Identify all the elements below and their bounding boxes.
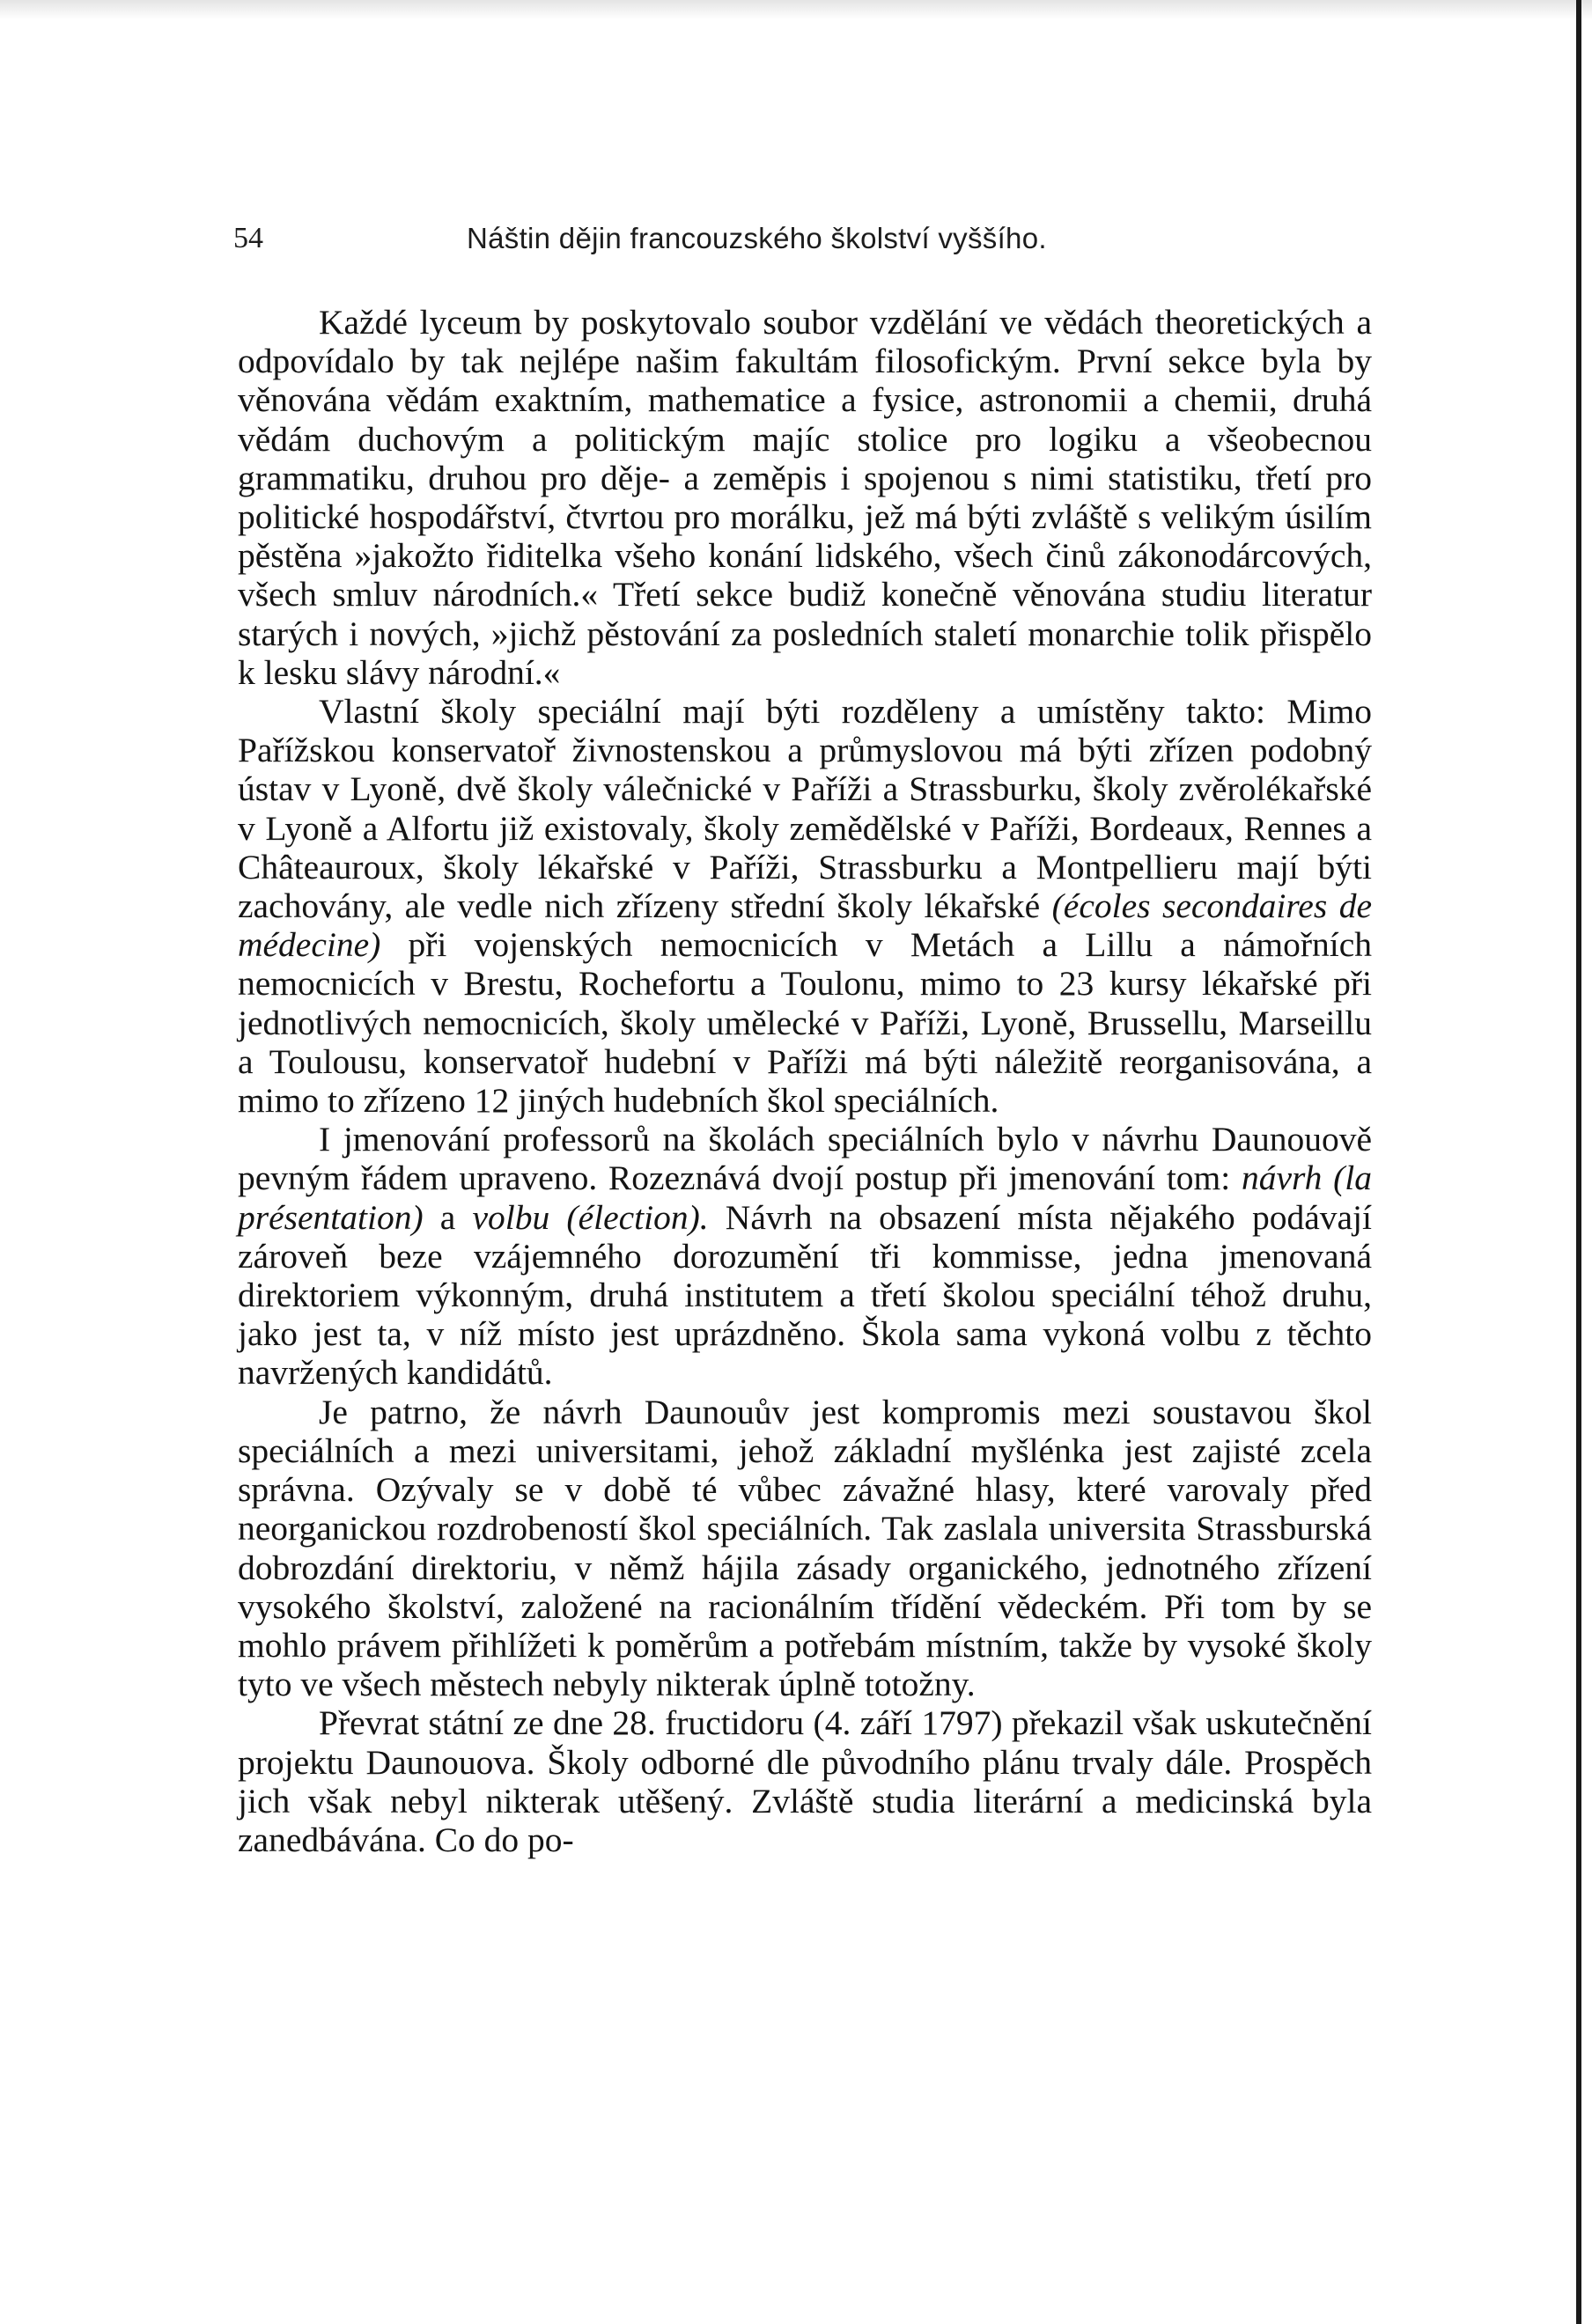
- paragraph-text: a: [423, 1197, 473, 1237]
- paragraph-appointment: [238, 1120, 1372, 1392]
- italic-term: volbu (élection).: [472, 1197, 709, 1237]
- paragraph-coup: Převrat státní ze dne 28. fructidoru (4. září 1797) překazil však uskutečnění projektu Daunouova. Školy odborné dle původního plánu trvaly dále. Prospěch jich však nebyl nikterak utěšený. Zvláště studia literární a medicinská byla zanedbávána. Co do po-: [238, 1703, 1372, 1859]
- italic-term: návrh (la présentation): [238, 1158, 1372, 1237]
- running-head: Náštin dějin francouzského školství vyššího.: [467, 222, 1047, 254]
- body-text: [238, 303, 1372, 1859]
- paragraph-text: při vojenských nemocnicích v Metách a Lillu a námořních nemocnicích v Brestu, Rochefortu a Toulonu, mimo to 23 kursy lékařské při jednotlivých nemocnicích, školy umělecké v Paříži, Lyoně, Brussellu, Marseillu a Toulousu, konservatoř hudební v Paříži má býti náležitě reorganisována, a mimo to zřízeno 12 jiných hudebních škol speciálních.: [238, 925, 1372, 1121]
- paragraph-lyceum: Každé lyceum by poskytovalo soubor vzdělání ve vědách theoretických a odpovídalo by tak nejlépe našim fakultám filosofickým. První sekce byla by věnována vědám exaktním, mathematice a fysice, astronomii a chemii, druhá vědám duchovým a politickým majíc stolice pro logiku a všeobecnou grammatiku, druhou pro děje- a zeměpis i spojenou s nimi statistiku, třetí pro politické hospodářství, čtvrtou pro morálku, jež má býti zvláště s velikým úsilím pěstěna »jakožto řiditelka všeho konání lidského, všech činů zákonodárcových, všech smluv národních.« Třetí sekce budiž konečně věnována studiu literatur starých i nových, »jichž pěstování za posledních staletí monarchie tolik přispělo k lesku slávy národní.«: [238, 303, 1372, 692]
- page-number: 54: [233, 222, 263, 254]
- italic-term: (écoles secondaires de médecine): [238, 886, 1372, 965]
- paragraph-compromise: Je patrno, že návrh Daunouův jest kompromis mezi soustavou škol speciálních a mezi universitami, jehož základní myšlénka jest zajisté zcela správna. Ozývaly se v době té vůbec závažné hlasy, které varovaly před neorganickou rozdrobeností škol speciálních. Tak zaslala universita Strassburská dobrozdání direktoriu, v němž hájila zásady organického, jednotného zřízení vysokého školství, založené na racionálním třídění vědeckém. Při tom by se mohlo právem přihlížeti k poměrům a potřebám místním, takže by vysoké školy tyto ve všech městech nebyly nikterak úplně totožny.: [238, 1392, 1372, 1704]
- paragraph-text: Vlastní školy speciální mají býti rozděleny a umístěny takto: Mimo Pařížskou konservatoř živnostenskou a průmyslovou má býti zřízen podobný ústav v Lyoně, dvě školy válečnické v Paříži a Strassburku, školy zvěrolékařské v Lyoně a Alfortu již existovaly, školy zemědělské v Paříži, Bordeaux, Rennes a Châteauroux, školy lékařské v Paříži, Strassburku a Montpellieru mají býti zachovány, ale vedle nich zřízeny střední školy lékařské: [238, 692, 1372, 926]
- paragraph-text: I jmenování professorů na školách speciálních bylo v návrhu Daunouově pevným řádem upraveno. Rozeznává dvojí postup při jmenování tom:: [238, 1120, 1372, 1198]
- scan-top-shadow: [0, 0, 1592, 19]
- page-header: [233, 222, 1378, 266]
- paragraph-special-schools: [238, 692, 1372, 1120]
- paragraph-text: Návrh na obsazení místa nějakého podávají zároveň beze vzájemného dorozumění tři kommisse, jedna jmenovaná direktoriem výkonným, druhá institutem a třetí školou speciální téhož druhu, jako jest ta, v níž místo jest uprázdněno. Škola sama vykoná volbu z těchto navržených kandidátů.: [238, 1197, 1372, 1393]
- scan-right-edge: [1576, 0, 1581, 2324]
